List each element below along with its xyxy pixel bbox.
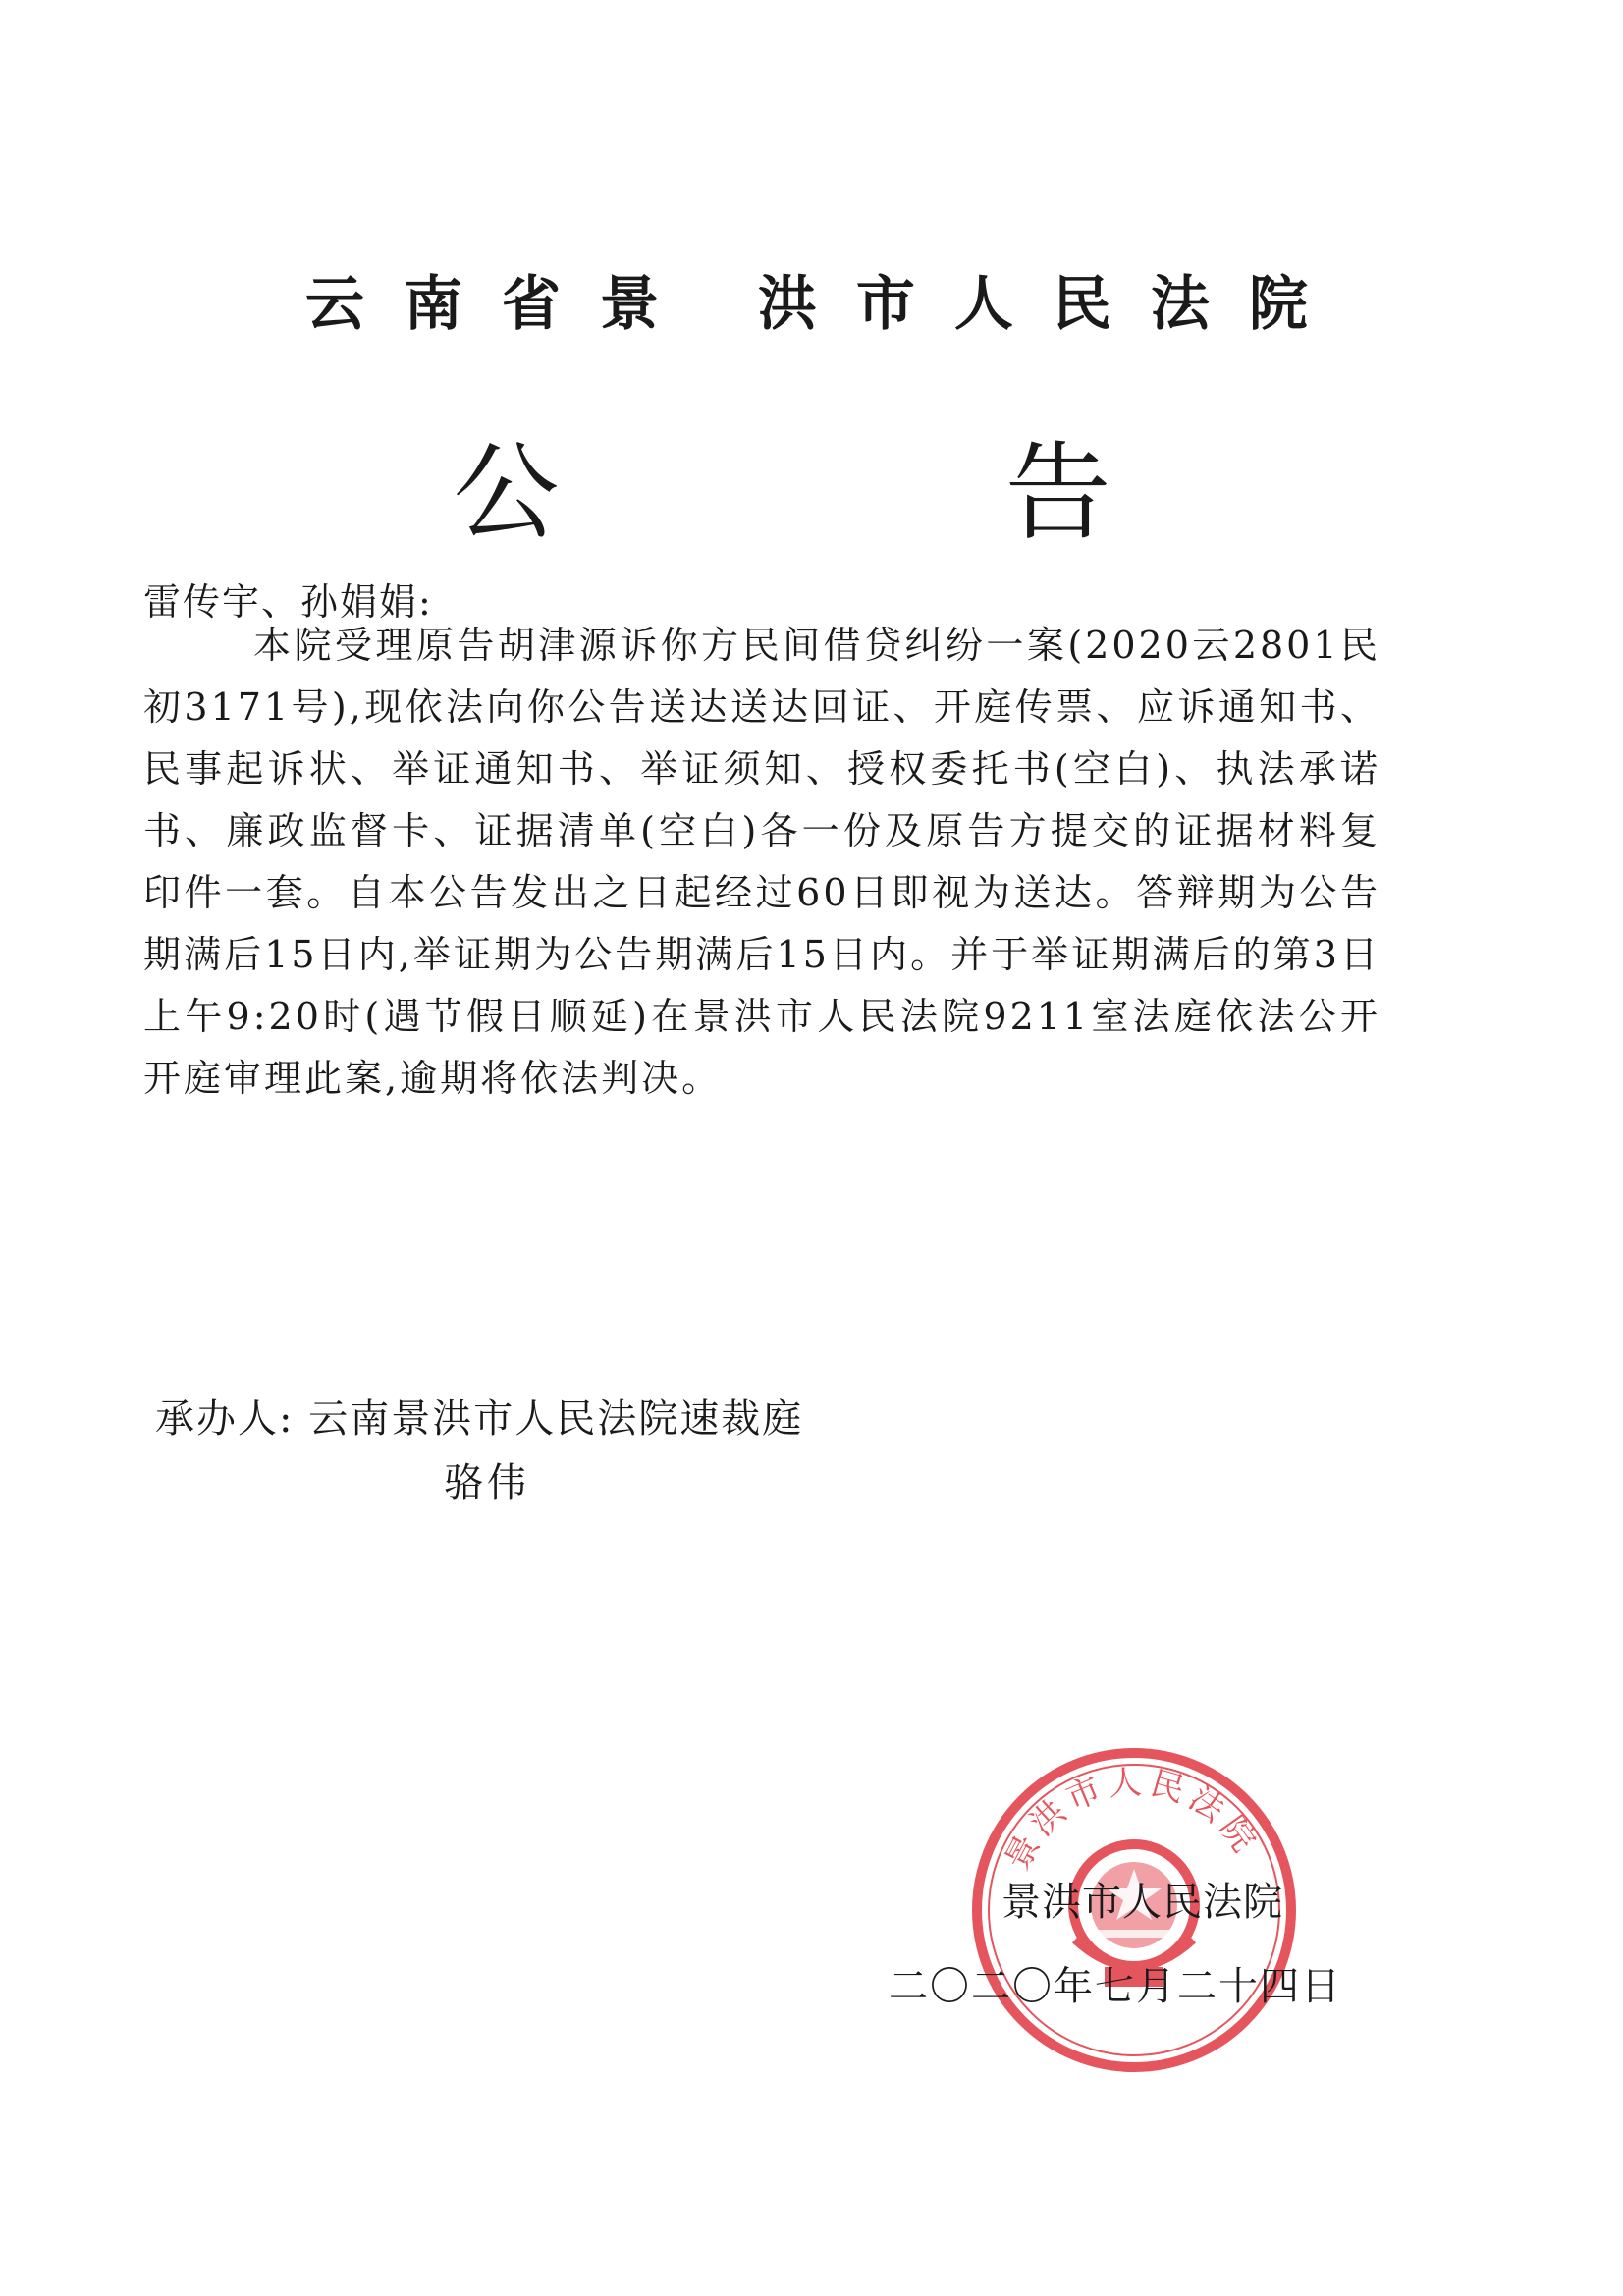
case-handler-line: 承办人: 云南景洪市人民法院速裁庭: [155, 1396, 804, 1442]
signing-date: 二〇二〇年七月二十四日: [889, 1964, 1342, 2009]
signing-court: 景洪市人民法院: [1001, 1880, 1283, 1925]
seal-text: 景洪市人民法院: [998, 1762, 1268, 1878]
notice-title: 公 告: [453, 432, 1318, 555]
addressee: 雷传宇、孙娟娟:: [143, 580, 433, 624]
court-name-heading: 云南省景 洪市人民法院: [305, 270, 1347, 339]
case-handler-name: 骆伟: [444, 1460, 530, 1505]
notice-body-paragraph: 本院受理原告胡津源诉你方民间借贷纠纷一案(2020云2801民初3171号),现依法向你公告送达送达回证、开庭传票、应诉通知书、民事起诉状、举证通知书、举证须知、授权委托书(空白)、执法承诺书、廉政监督卡、证据清单(空白)各一份及原告方提交的证据材料复印件一套。自本公告发出之日起经过60日即视为送达。答辩期为公告期满后15日内,举证期为公告期满后15日内。并于举证期满后的第3日上午9:20时(遇节假日顺延)在景洪市人民法院9211室法庭依法公开开庭审理此案,逾期将依法判决。: [143, 624, 1380, 1100]
